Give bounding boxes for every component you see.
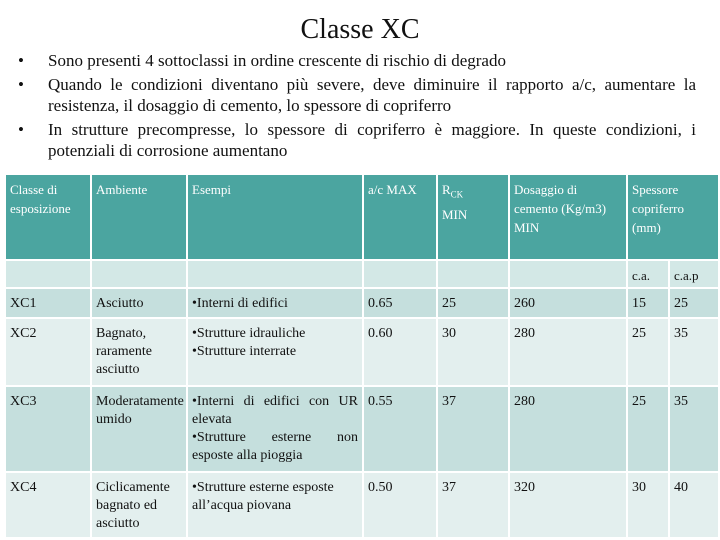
cell-dosaggio: 320 [509,472,627,538]
table-row [5,386,719,472]
table-header-row [5,174,719,260]
table-row [5,288,719,318]
cell-cap: 35 [669,386,719,472]
bullet-text: In strutture precompresse, lo spessore di copriferro è maggiore. In queste condizioni, i potenziali di corrosione aumentano [48,120,696,160]
header-rck-min [437,174,509,260]
cell-ac: 0.65 [363,288,437,318]
bullet-text: Quando le condizioni diventano più severe, deve diminuire il rapporto a/c, aumentare la resistenza, il dosaggio di cemento, lo spessore di copriferro [48,75,696,115]
bullet-item [12,50,696,71]
bullet-dot: • [18,75,24,94]
cell-dosaggio: 280 [509,386,627,472]
header-rck-sub: CK [450,189,464,200]
cell-cap: 40 [669,472,719,538]
header-rck-min-label: MIN [442,206,468,222]
esempio-line: •Strutture esterne esposte all’acqua piovana [192,480,334,513]
cell-ca: 15 [627,288,669,318]
cell-rck: 25 [437,288,509,318]
cell-ambiente: Asciutto [91,288,187,318]
header-classe: Classe di esposizione [5,174,91,260]
subheader-ca: c.a. [627,260,669,288]
header-dosaggio: Dosaggio di cemento (Kg/m3) MIN [509,174,627,260]
cell-rck: 37 [437,472,509,538]
cell-esempi [187,318,363,386]
bullet-item [12,74,696,116]
cell-cap: 35 [669,318,719,386]
bullet-list [12,50,696,164]
cell-esempi [187,472,363,538]
cell-ca: 25 [627,318,669,386]
cell-rck: 30 [437,318,509,386]
bullet-dot: • [18,120,24,139]
cell-ca: 25 [627,386,669,472]
subheader-empty [363,260,437,288]
cell-ambiente: Ciclicamente bagnato ed asciutto [91,472,187,538]
esempio-line: •Strutture idrauliche [192,326,306,341]
cell-esempi [187,288,363,318]
subheader-empty [5,260,91,288]
cell-classe: XC3 [5,386,91,472]
header-esempi: Esempi [187,174,363,260]
subheader-cap: c.a.p [669,260,719,288]
esempio-line: •Interni di edifici [192,296,288,311]
subheader-empty [187,260,363,288]
header-ambiente: Ambiente [91,174,187,260]
cell-ac: 0.50 [363,472,437,538]
table-row [5,318,719,386]
cell-ambiente: Bagnato, raramente asciutto [91,318,187,386]
cell-classe: XC1 [5,288,91,318]
esempio-line: •Strutture esterne non esposte alla pioggia [192,430,358,463]
cell-classe: XC4 [5,472,91,538]
table-row [5,472,719,538]
slide-title: Classe XC [300,14,420,45]
subheader-empty [91,260,187,288]
cell-ca: 30 [627,472,669,538]
header-spessore: Spessore copriferro (mm) [627,174,719,260]
cell-ac: 0.55 [363,386,437,472]
header-ac-max: a/c MAX [363,174,437,260]
cell-dosaggio: 280 [509,318,627,386]
cell-ambiente: Moderatamente umido [91,386,187,472]
cell-ac: 0.60 [363,318,437,386]
exposure-class-table [4,173,720,539]
table-subheader-row [5,260,719,288]
cell-rck: 37 [437,386,509,472]
esempio-line: •Interni di edifici con UR elevata [192,394,358,427]
header-rck-main: R [442,182,451,197]
bullet-dot: • [18,51,24,70]
subheader-empty [509,260,627,288]
bullet-text: Sono presenti 4 sottoclassi in ordine crescente di rischio di degrado [48,51,506,70]
bullet-item [12,119,696,161]
cell-dosaggio: 260 [509,288,627,318]
cell-cap: 25 [669,288,719,318]
esempio-line: •Strutture interrate [192,344,297,359]
subheader-empty [437,260,509,288]
cell-classe: XC2 [5,318,91,386]
cell-esempi [187,386,363,472]
